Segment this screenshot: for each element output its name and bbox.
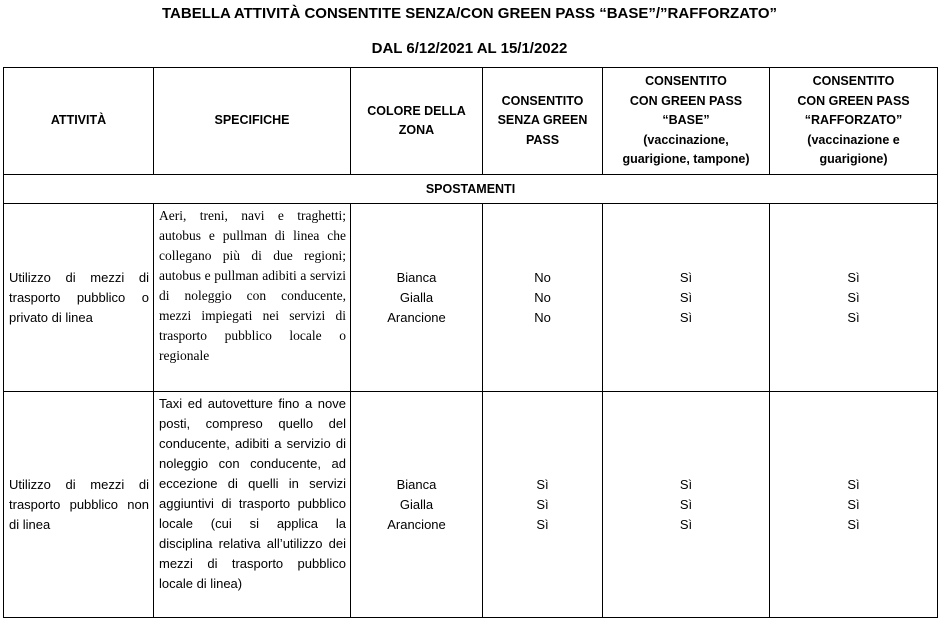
header-rafforzato-line: CONSENTITO (812, 74, 895, 89)
header-base-line: CON GREEN PASS (629, 93, 743, 108)
zone-cell (351, 204, 483, 392)
zone-value: Gialla (399, 289, 434, 305)
base-value: Sì (679, 309, 693, 325)
senza-cell (483, 392, 603, 618)
base-cell (603, 204, 770, 392)
header-green-pass-base (603, 68, 770, 175)
header-rafforzato-line: (vaccinazione e (807, 132, 900, 147)
activities-table (3, 67, 938, 618)
zone-value: Bianca (396, 269, 437, 285)
base-value: Sì (679, 516, 693, 532)
rafforzato-cell (770, 392, 938, 618)
document-subtitle: DAL 6/12/2021 AL 15/1/2022 (371, 40, 568, 57)
zone-value: Bianca (396, 476, 437, 492)
header-colore-line: COLORE DELLA (367, 103, 466, 118)
base-value: Sì (679, 496, 693, 512)
header-specifiche: SPECIFICHE (154, 68, 351, 175)
senza-value: Sì (536, 496, 549, 512)
base-value: Sì (679, 289, 693, 305)
senza-value: No (534, 289, 551, 305)
senza-cell (483, 204, 603, 392)
senza-value: Sì (536, 476, 549, 492)
rafforzato-value: Sì (847, 476, 860, 492)
zone-value: Arancione (387, 516, 446, 532)
rafforzato-value: Sì (847, 289, 860, 305)
header-base-line: guarigione, tampone) (622, 152, 750, 167)
header-base-line: (vaccinazione, (643, 132, 729, 147)
senza-value: Sì (536, 516, 549, 532)
header-base-line: CONSENTITO (645, 74, 727, 89)
rafforzato-value: Sì (847, 309, 860, 325)
table-row (4, 392, 938, 618)
header-rafforzato-line: guarigione) (819, 152, 888, 167)
senza-value: No (534, 269, 551, 285)
header-attivita: ATTIVITÀ (4, 68, 154, 175)
base-value: Sì (679, 476, 693, 492)
header-senza-line: PASS (525, 132, 560, 147)
header-colore-line: ZONA (398, 123, 435, 137)
header-senza-green-pass (483, 68, 603, 175)
document-title: TABELLA ATTIVITÀ CONSENTITE SENZA/CON GREEN PASS “BASE”/”RAFFORZATO” (161, 5, 777, 22)
specifics-cell: Aeri, treni, navi e traghetti; autobus e pullman di linea che collegano più di due regioni; autobus e pullman adibiti a servizi di noleggio con conducente, mezzi impiegati nei servizi di trasporto pubblico locale o regionale (154, 204, 351, 392)
zone-cell (351, 392, 483, 618)
rafforzato-cell (770, 204, 938, 392)
specifics-cell: Taxi ed autovetture fino a nove posti, compreso quello del conducente, adibiti a servizio di noleggio con conducente, ad eccezione di quelli in servizi aggiuntivi di trasporto pubblico locale (cui si applica la disciplina relativa all’utilizzo dei mezzi di trasporto pubblico locale di linea) (154, 392, 351, 618)
zone-value: Gialla (399, 496, 434, 512)
senza-value: No (534, 309, 551, 325)
header-senza-line: SENZA GREEN (497, 113, 588, 128)
header-senza-line: CONSENTITO (501, 93, 584, 108)
header-rafforzato-line: CON GREEN PASS (797, 93, 910, 108)
activity-cell: Utilizzo di mezzi di trasporto pubblico non di linea (4, 392, 154, 618)
header-colore-zona (351, 68, 483, 175)
table-row (4, 204, 938, 392)
header-rafforzato-line: “RAFFORZATO” (804, 113, 903, 128)
rafforzato-value: Sì (847, 269, 860, 285)
rafforzato-value: Sì (847, 516, 860, 532)
header-green-pass-rafforzato (770, 68, 938, 175)
section-title: SPOSTAMENTI (4, 175, 938, 204)
header-base-line: “BASE” (662, 113, 710, 128)
zone-value: Arancione (387, 309, 446, 325)
base-value: Sì (679, 269, 693, 285)
section-row (4, 175, 938, 204)
table-header-row (4, 68, 938, 175)
activity-cell: Utilizzo di mezzi di trasporto pubblico o privato di linea (4, 204, 154, 392)
base-cell (603, 392, 770, 618)
rafforzato-value: Sì (847, 496, 860, 512)
